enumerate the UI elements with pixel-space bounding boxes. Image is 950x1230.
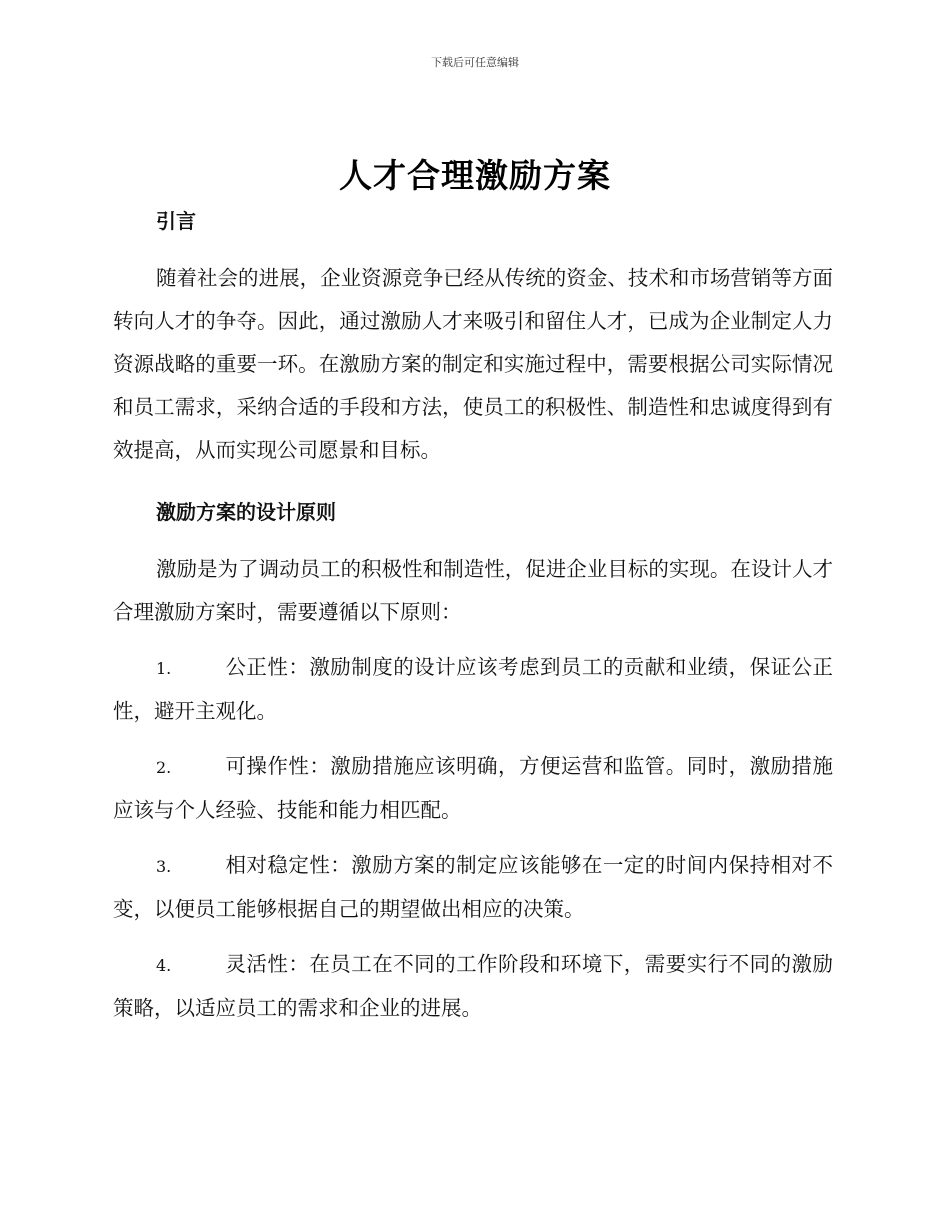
- principle-item-1: [113, 646, 833, 733]
- principle-item-3: [113, 844, 833, 931]
- principles-paragraph: 激励是为了调动员工的积极性和制造性，促进企业目标的实现。在设计人才合理激励方案时，需要遵循以下原则：: [113, 557, 833, 624]
- document-body: [113, 205, 833, 1030]
- principle-item-2: [113, 745, 833, 832]
- list-item-text: 公正性：激励制度的设计应该考虑到员工的贡献和业绩，保证公正性，避开主观化。: [113, 655, 833, 723]
- list-item-text: 相对稳定性：激励方案的制定应该能够在一定的时间内保持相对不变，以便员工能够根据自己的期望做出相应的决策。: [113, 853, 833, 921]
- intro-paragraph: 随着社会的进展，企业资源竞争已经从传统的资金、技术和市场营销等方面转向人才的争夺。因此，通过激励人才来吸引和留住人才，已成为企业制定人力资源战略的重要一环。在激励方案的制定和实施过程中，需要根据公司实际情况和员工需求，采纳合适的手段和方法，使员工的积极性、制造性和忠诚度得到有效提高，从而实现公司愿景和目标。: [113, 266, 833, 462]
- list-item-number: 3.: [156, 857, 172, 876]
- page-header-note: 下载后可任意编辑: [431, 56, 519, 69]
- document-title: 人才合理激励方案: [339, 156, 611, 195]
- list-item-number: 4.: [156, 956, 172, 975]
- list-item-text: 灵活性：在员工在不同的工作阶段和环境下，需要实行不同的激励策略，以适应员工的需求和企业的进展。: [113, 952, 833, 1020]
- section-heading-intro: 引言: [156, 209, 196, 233]
- list-item-number: 2.: [156, 758, 172, 777]
- principle-item-4: [113, 943, 833, 1030]
- list-item-number: 1.: [156, 659, 172, 678]
- section-heading-principles: 激励方案的设计原则: [156, 500, 336, 524]
- list-item-text: 可操作性：激励措施应该明确，方便运营和监管。同时，激励措施应该与个人经验、技能和能力相匹配。: [113, 754, 833, 822]
